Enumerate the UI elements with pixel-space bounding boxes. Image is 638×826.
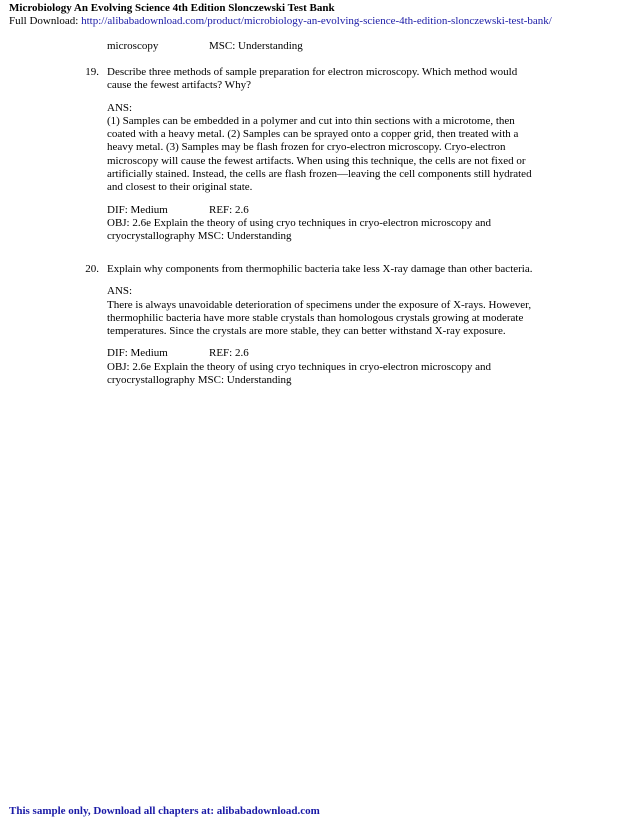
question-number: 19. <box>85 66 99 78</box>
continued-line <box>107 40 303 53</box>
reference: REF: 2.6 <box>209 203 249 216</box>
objective-msc-line: cryocrystallography MSC: Understanding <box>107 230 292 243</box>
reference: REF: 2.6 <box>209 347 249 360</box>
answer-label: ANS: <box>107 101 133 114</box>
question-number: 20. <box>85 263 99 275</box>
page-header <box>9 2 634 29</box>
answer-label: ANS: <box>107 285 133 298</box>
continued-msc: MSC: Understanding <box>209 40 303 52</box>
dif-ref-line <box>107 347 577 360</box>
question-line: cause the fewest artifacts? Why? <box>107 79 251 92</box>
continued-label: microscopy <box>107 40 159 52</box>
question-text <box>107 66 577 244</box>
objective-msc-line: cryocrystallography MSC: Understanding <box>107 374 292 387</box>
download-link[interactable]: http://alibabadownload.com/product/microbiology-an-evolving-science-4th-edition-slonczewski-test-bank/ <box>81 15 552 28</box>
difficulty: DIF: Medium <box>107 203 168 216</box>
answer-line: (1) Samples can be embedded in a polymer and cut into thin sections with a microtome, then <box>107 114 515 127</box>
page-footer[interactable]: This sample only, Download all chapters at: alibabadownload.com <box>9 805 320 817</box>
question-text <box>107 263 577 387</box>
answer-line: coated with a heavy metal. (2) Samples can be sprayed onto a copper grid, then treated with a <box>107 128 519 141</box>
answer-line: heavy metal. (3) Samples may be flash frozen for cryo-electron microscopy. Cryo-electron <box>107 141 506 154</box>
document-title: Microbiology An Evolving Science 4th Edition Slonczewski Test Bank <box>9 2 335 14</box>
answer-line: microscopy will cause the fewest artifacts. When using this technique, the cells are not fixed or <box>107 154 526 167</box>
question-line: Describe three methods of sample preparation for electron microscopy. Which method would <box>107 66 518 78</box>
download-line <box>9 15 634 28</box>
answer-line: temperatures. Since the crystals are more stable, they can better withstand X-ray exposure. <box>107 325 506 338</box>
answer-line: artificially stained. Instead, the cells are flash frozen—leaving the cell components still hydrated <box>107 168 532 181</box>
difficulty: DIF: Medium <box>107 347 168 360</box>
objective-line: OBJ: 2.6e Explain the theory of using cryo techniques in cryo-electron microscopy and <box>107 216 491 229</box>
dif-ref-line <box>107 204 577 217</box>
question-line: Explain why components from thermophilic bacteria take less X-ray damage than other bacteria. <box>107 263 533 275</box>
answer-line: thermophilic bacteria have more stable crystals than homologous crystals growing at moderate <box>107 311 524 324</box>
answer-line: and closest to their original state. <box>107 181 253 194</box>
download-label: Full Download: <box>9 15 79 28</box>
answer-line: There is always unavoidable deterioration of specimens under the exposure of X-rays. However, <box>107 298 532 311</box>
objective-line: OBJ: 2.6e Explain the theory of using cryo techniques in cryo-electron microscopy and <box>107 360 491 373</box>
